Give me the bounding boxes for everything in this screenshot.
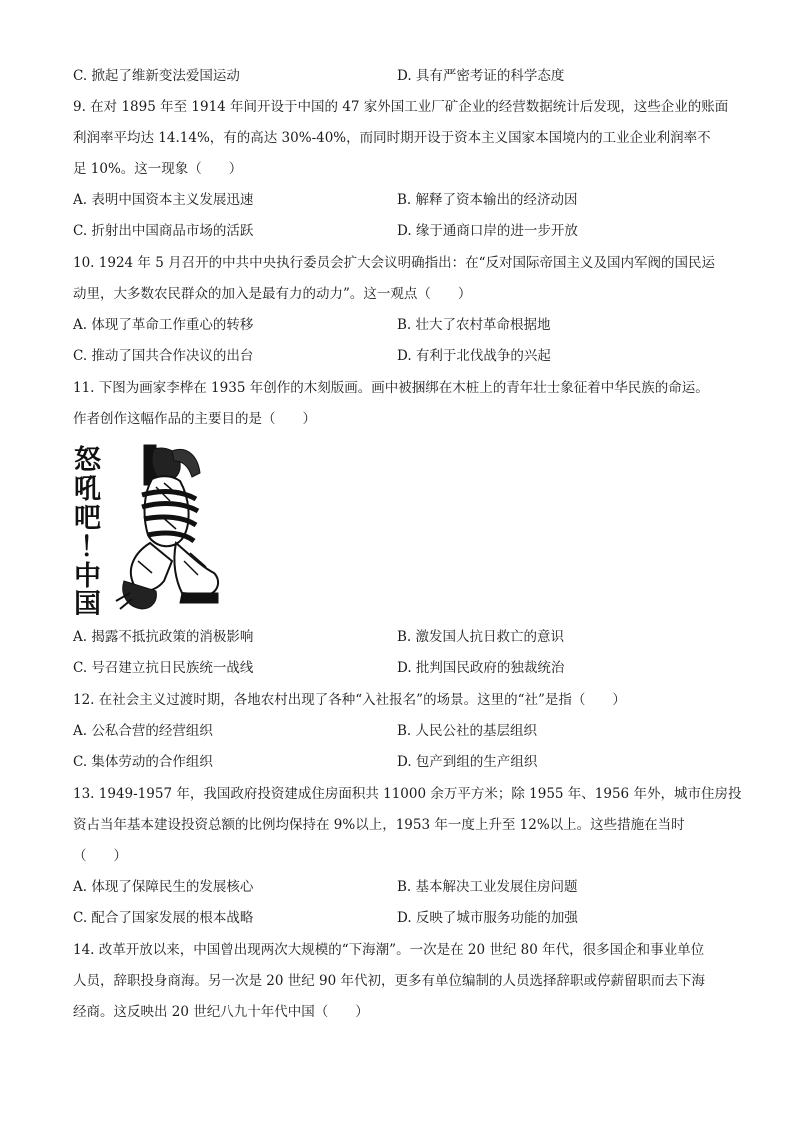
question-9-stem-line-3: 足 10%。这一现象（ ） bbox=[73, 161, 243, 177]
question-9-option-d[interactable]: D. 缘于通商口岸的进一步开放 bbox=[397, 223, 578, 239]
question-12-option-a[interactable]: A. 公私合营的经营组织 bbox=[73, 723, 213, 739]
question-14-stem-line-3: 经商。这反映出 20 世纪八九十年代中国（ ） bbox=[73, 1004, 369, 1020]
question-12-option-d[interactable]: D. 包产到组的生产组织 bbox=[397, 754, 538, 770]
question-13-option-b[interactable]: B. 基本解决工业发展住房问题 bbox=[397, 879, 578, 895]
question-13-stem-line-2: 资占当年基本建设投资总额的比例均保持在 9%以上，1953 年一度上升至 12%以上。这些措施在当时 bbox=[73, 817, 685, 833]
question-11-stem-line-2: 作者创作这幅作品的主要目的是（ ） bbox=[73, 411, 316, 427]
question-9-option-b[interactable]: B. 解释了资本输出的经济动因 bbox=[397, 192, 578, 208]
question-13-option-d[interactable]: D. 反映了城市服务功能的加强 bbox=[397, 910, 578, 926]
question-9-stem-line-2: 利润率平均达 14.14%，有的高达 30%-40%，而同时期开设于资本主义国家本国境内的工业企业利润率不 bbox=[73, 130, 711, 146]
question-10-option-c[interactable]: C. 推动了国共合作决议的出台 bbox=[73, 348, 254, 364]
bound-figure bbox=[116, 445, 218, 609]
question-10-option-d[interactable]: D. 有利于北伐战争的兴起 bbox=[397, 348, 551, 364]
question-13-stem-line-3: （ ） bbox=[73, 848, 127, 864]
question-12-option-c[interactable]: C. 集体劳动的合作组织 bbox=[73, 754, 213, 770]
caption-char-5: 中 bbox=[74, 561, 101, 592]
question-10-option-b[interactable]: B. 壮大了农村革命根据地 bbox=[397, 317, 551, 333]
question-11-option-a[interactable]: A. 揭露不抵抗政策的消极影响 bbox=[73, 629, 254, 645]
question-10-stem-line-2: 动里，大多数农民群众的加入是最有力的动力”。这一观点（ ） bbox=[73, 286, 472, 302]
question-13-stem-line-1: 13. 1949-1957 年，我国政府投资建成住房面积共 11000 余万平方米；除 1955 年、1956 年外，城市住房投 bbox=[73, 786, 742, 802]
question-9-option-c[interactable]: C. 折射出中国商品市场的活跃 bbox=[73, 223, 254, 239]
question-14-stem-line-1: 14. 改革开放以来，中国曾出现两次大规模的“下海潮”。一次是在 20 世纪 80 年代，很多国企和事业单位 bbox=[73, 942, 705, 958]
option-c[interactable]: C. 掀起了维新变法爱国运动 bbox=[73, 68, 240, 84]
question-12-option-b[interactable]: B. 人民公社的基层组织 bbox=[397, 723, 538, 739]
question-11-option-b[interactable]: B. 激发国人抗日救亡的意识 bbox=[397, 629, 565, 645]
woodcut-artwork bbox=[72, 443, 224, 615]
caption-char-4: ！ bbox=[80, 532, 107, 563]
caption-char-6: 国 bbox=[74, 589, 101, 615]
question-11-stem-line-1: 11. 下图为画家李桦在 1935 年创作的木刻版画。画中被捆绑在木桩上的青年壮士象征着中华民族的命运。 bbox=[73, 380, 709, 396]
question-12-stem-line-1: 12. 在社会主义过渡时期，各地农村出现了各种“入社报名”的场景。这里的“社”是指（ ） bbox=[73, 692, 626, 708]
question-10-option-a[interactable]: A. 体现了革命工作重心的转移 bbox=[73, 317, 254, 333]
question-9-option-a[interactable]: A. 表明中国资本主义发展迅速 bbox=[73, 192, 254, 208]
option-d[interactable]: D. 具有严密考证的科学态度 bbox=[397, 68, 565, 84]
question-14-stem-line-2: 人员，辞职投身商海。另一次是 20 世纪 90 年代初，更多有单位编制的人员选择辞职或停薪留职而去下海 bbox=[73, 973, 706, 989]
question-13-option-c[interactable]: C. 配合了国家发展的根本战略 bbox=[73, 910, 254, 926]
woodcut-illustration bbox=[72, 443, 224, 615]
question-10-stem-line-1: 10. 1924 年 5 月召开的中共中央执行委员会扩大会议明确指出：在“反对国际帝国主义及国内军阀的国民运 bbox=[73, 255, 715, 271]
caption-char-2: 吼 bbox=[74, 474, 101, 505]
caption-char-3: 吧 bbox=[74, 503, 101, 534]
question-11-option-c[interactable]: C. 号召建立抗日民族统一战线 bbox=[73, 660, 254, 676]
question-11-option-d[interactable]: D. 批判国民政府的独裁统治 bbox=[397, 660, 565, 676]
caption-char-1: 怒 bbox=[74, 445, 101, 476]
question-9-stem-line-1: 9. 在对 1895 年至 1914 年间开设于中国的 47 家外国工业厂矿企业的经营数据统计后发现，这些企业的账面 bbox=[73, 99, 729, 115]
question-13-option-a[interactable]: A. 体现了保障民生的发展核心 bbox=[73, 879, 254, 895]
